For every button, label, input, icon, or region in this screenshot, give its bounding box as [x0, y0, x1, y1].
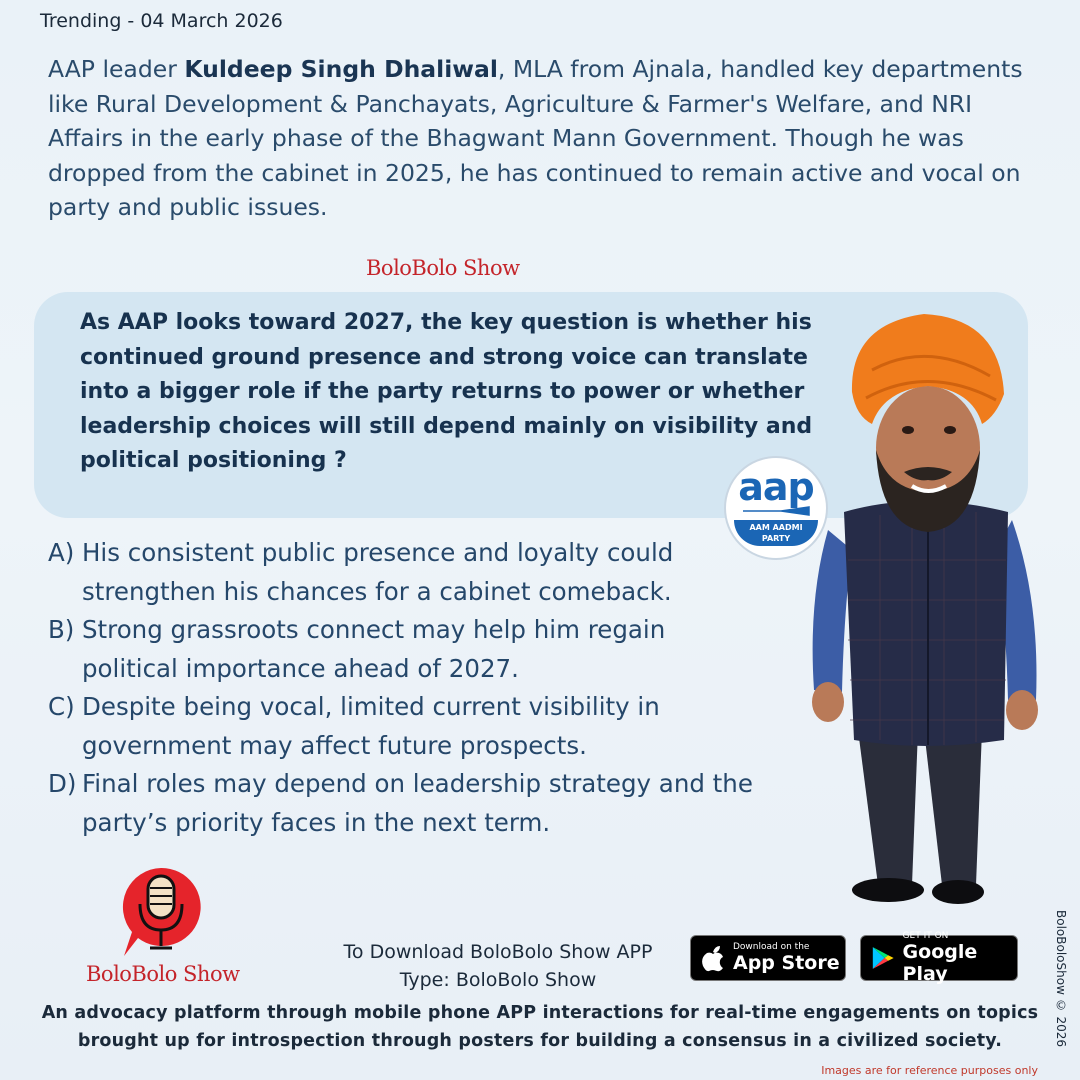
question-text: As AAP looks toward 2027, the key question is whether his continued ground presence and strong voice can translate into a bigger role if the party returns to power or whether leadership choices will still depend mainly on visibility and political positioning ?	[80, 310, 813, 473]
option-key: B)	[48, 615, 75, 644]
apple-icon	[701, 944, 725, 972]
option-d[interactable]	[48, 765, 768, 842]
option-key: C)	[48, 692, 75, 721]
aap-letters: aap	[738, 465, 814, 509]
copyright-text: BoloBoloShow © 2026	[1054, 910, 1068, 1048]
leader-photo	[800, 300, 1060, 920]
app-store-button[interactable]	[690, 935, 846, 981]
app-store-label: App Store	[733, 952, 840, 974]
option-text: Final roles may depend on leadership strategy and the party’s priority faces in the next term.	[82, 769, 753, 837]
option-a[interactable]	[48, 534, 768, 611]
option-key: D)	[48, 769, 77, 798]
download-instructions	[320, 938, 676, 994]
options-list	[48, 534, 768, 842]
download-line-1: To Download BoloBolo Show APP	[343, 941, 653, 963]
play-icon	[871, 944, 895, 972]
option-key: A)	[48, 538, 75, 567]
brand-footer-title: BoloBolo Show	[86, 962, 240, 986]
google-play-button[interactable]	[860, 931, 1018, 985]
option-text: Strong grassroots connect may help him regain political importance ahead of 2027.	[82, 615, 666, 683]
option-text: His consistent public presence and loyalty could strengthen his chances for a cabinet comeback.	[82, 538, 674, 606]
tagline: An advocacy platform through mobile phone APP interactions for real-time engagements on topics brought up for introspection through posters for building a consensus in a civilized society.	[41, 1003, 1039, 1051]
aap-party-logo	[724, 456, 828, 560]
app-store-small-label: Download on the	[733, 942, 810, 952]
intro-suffix: , MLA from Ajnala, handled key departments like Rural Development & Panchayats, Agriculture & Farmer's Welfare, and NRI Affairs in the early phase of the Bhagwant Mann Government. Though he was dropped from the cabinet in 2025, he has continued to remain active and vocal on party and public issues.	[48, 55, 1023, 221]
disclaimer-text: Images are for reference purposes only	[821, 1064, 1038, 1077]
google-play-small-label: GET IT ON	[902, 931, 949, 941]
google-play-label: Google Play	[902, 941, 978, 985]
intro-paragraph	[48, 52, 1038, 225]
intro-prefix: AAP leader	[48, 55, 185, 83]
trending-date: Trending - 04 March 2026	[40, 10, 283, 32]
option-b[interactable]	[48, 611, 768, 688]
option-c[interactable]	[48, 688, 768, 765]
brand-title: BoloBolo Show	[366, 256, 520, 280]
microphone-icon	[118, 864, 204, 964]
download-line-2: Type: BoloBolo Show	[399, 969, 597, 991]
leader-name: Kuldeep Singh Dhaliwal	[184, 55, 498, 83]
broom-icon	[741, 506, 811, 516]
option-text: Despite being vocal, limited current visibility in government may affect future prospects.	[82, 692, 660, 760]
aap-band-text: AAM AADMI PARTY	[734, 520, 818, 546]
